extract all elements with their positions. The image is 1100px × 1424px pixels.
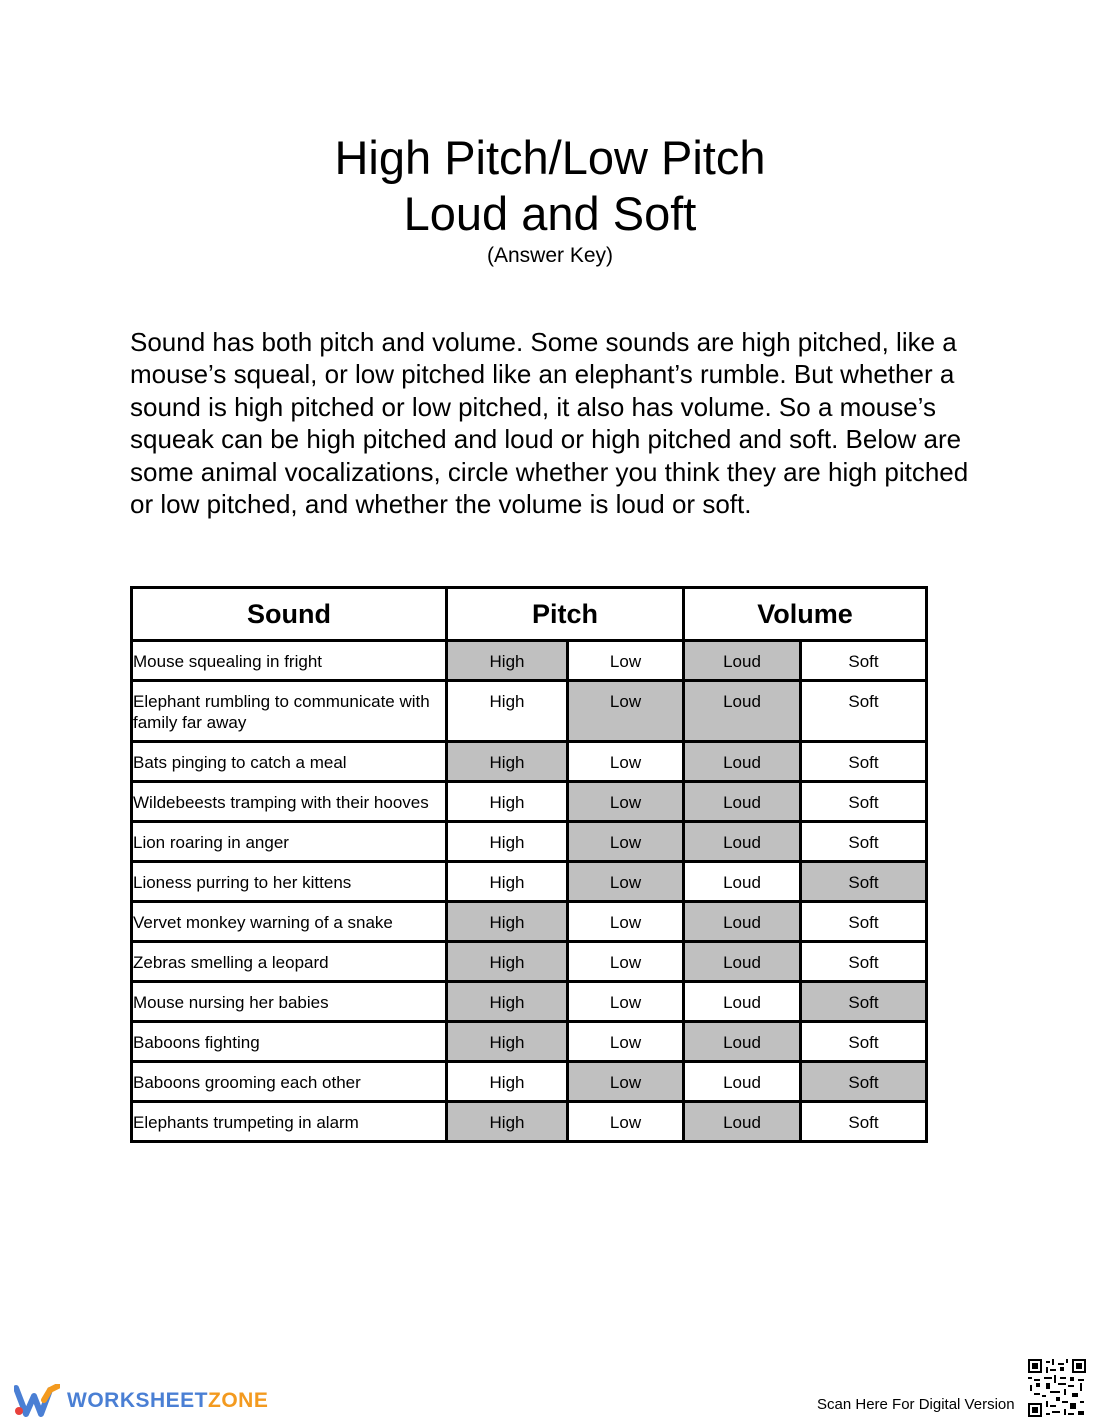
answer-table-body <box>132 641 927 1142</box>
option-low-cell[interactable]: Low <box>568 742 684 782</box>
table-row <box>132 982 927 1022</box>
option-low-cell[interactable]: Low <box>568 681 684 742</box>
option-high-cell[interactable]: High <box>447 942 568 982</box>
table-row <box>132 641 927 681</box>
sound-cell: Baboons grooming each other <box>132 1062 447 1102</box>
option-loud-cell[interactable]: Loud <box>684 862 801 902</box>
option-soft-cell[interactable]: Soft <box>801 641 927 681</box>
option-low-cell[interactable]: Low <box>568 822 684 862</box>
option-soft-cell[interactable]: Soft <box>801 782 927 822</box>
option-low-cell[interactable]: Low <box>568 1062 684 1102</box>
option-soft-cell[interactable]: Soft <box>801 942 927 982</box>
option-soft-cell[interactable]: Soft <box>801 982 927 1022</box>
option-high-cell[interactable]: High <box>447 1062 568 1102</box>
sound-cell: Mouse squealing in fright <box>132 641 447 681</box>
option-soft-cell[interactable]: Soft <box>801 822 927 862</box>
title-line-2: Loud and Soft <box>403 187 697 240</box>
option-high-cell[interactable]: High <box>447 982 568 1022</box>
sound-cell: Baboons fighting <box>132 1022 447 1062</box>
option-loud-cell[interactable]: Loud <box>684 782 801 822</box>
option-low-cell[interactable]: Low <box>568 902 684 942</box>
table-row <box>132 902 927 942</box>
table-row <box>132 822 927 862</box>
option-high-cell[interactable]: High <box>447 742 568 782</box>
option-low-cell[interactable]: Low <box>568 982 684 1022</box>
title-line-1: High Pitch/Low Pitch <box>334 131 766 184</box>
option-soft-cell[interactable]: Soft <box>801 862 927 902</box>
option-high-cell[interactable]: High <box>447 862 568 902</box>
option-loud-cell[interactable]: Loud <box>684 641 801 681</box>
option-soft-cell[interactable]: Soft <box>801 1102 927 1142</box>
option-high-cell[interactable]: High <box>447 822 568 862</box>
option-loud-cell[interactable]: Loud <box>684 822 801 862</box>
option-high-cell[interactable]: High <box>447 1102 568 1142</box>
scan-instruction: Scan Here For Digital Version <box>817 1396 1015 1413</box>
option-low-cell[interactable]: Low <box>568 942 684 982</box>
option-loud-cell[interactable]: Loud <box>684 982 801 1022</box>
brand-part-1: WORKSHEET <box>67 1389 208 1412</box>
option-soft-cell[interactable]: Soft <box>801 681 927 742</box>
answer-table <box>130 586 928 1143</box>
option-soft-cell[interactable]: Soft <box>801 1022 927 1062</box>
option-low-cell[interactable]: Low <box>568 641 684 681</box>
table-row <box>132 1102 927 1142</box>
worksheetzone-logo[interactable] <box>14 1383 268 1419</box>
option-loud-cell[interactable]: Loud <box>684 942 801 982</box>
option-loud-cell[interactable]: Loud <box>684 742 801 782</box>
option-high-cell[interactable]: High <box>447 902 568 942</box>
table-row <box>132 782 927 822</box>
intro-paragraph: Sound has both pitch and volume. Some sounds are high pitched, like a mouse’s squeal, or low pitched like an elephant’s rumble. But whether a sound is high pitched or low pitched, it also has volume. So a mouse’s squeak can be high pitched and loud or high pitched and soft. Below are some animal vocalizations, circle whether you think they are high pitched or low pitched, and whether the volume is loud or soft. <box>130 327 969 520</box>
table-row <box>132 1062 927 1102</box>
option-loud-cell[interactable]: Loud <box>684 1102 801 1142</box>
header-sound: Sound <box>132 588 447 641</box>
sound-cell: Lion roaring in anger <box>132 822 447 862</box>
table-row <box>132 862 927 902</box>
sound-cell: Vervet monkey warning of a snake <box>132 902 447 942</box>
option-high-cell[interactable]: High <box>447 1022 568 1062</box>
header-volume: Volume <box>684 588 927 641</box>
option-low-cell[interactable]: Low <box>568 782 684 822</box>
sound-cell: Lioness purring to her kittens <box>132 862 447 902</box>
worksheetzone-logo-icon <box>14 1384 60 1418</box>
option-low-cell[interactable]: Low <box>568 1102 684 1142</box>
option-loud-cell[interactable]: Loud <box>684 681 801 742</box>
table-header-row <box>132 588 927 641</box>
option-high-cell[interactable]: High <box>447 782 568 822</box>
qr-code-icon[interactable] <box>1028 1359 1086 1417</box>
page-subtitle: (Answer Key) <box>486 244 614 267</box>
option-high-cell[interactable]: High <box>447 681 568 742</box>
table-row <box>132 742 927 782</box>
sound-cell: Elephants trumpeting in alarm <box>132 1102 447 1142</box>
option-soft-cell[interactable]: Soft <box>801 742 927 782</box>
sound-cell: Bats pinging to catch a meal <box>132 742 447 782</box>
table-row <box>132 1022 927 1062</box>
option-low-cell[interactable]: Low <box>568 862 684 902</box>
table-row <box>132 942 927 982</box>
sound-cell: Zebras smelling a leopard <box>132 942 447 982</box>
option-soft-cell[interactable]: Soft <box>801 902 927 942</box>
sound-cell: Wildebeests tramping with their hooves <box>132 782 447 822</box>
option-high-cell[interactable]: High <box>447 641 568 681</box>
option-loud-cell[interactable]: Loud <box>684 1062 801 1102</box>
sound-cell: Mouse nursing her babies <box>132 982 447 1022</box>
brand-part-2: ZONE <box>208 1389 269 1412</box>
page-title <box>0 130 1100 242</box>
table-row <box>132 681 927 742</box>
sound-cell: Elephant rumbling to communicate with family far away <box>132 681 447 742</box>
option-low-cell[interactable]: Low <box>568 1022 684 1062</box>
header-pitch: Pitch <box>447 588 684 641</box>
option-soft-cell[interactable]: Soft <box>801 1062 927 1102</box>
option-loud-cell[interactable]: Loud <box>684 1022 801 1062</box>
option-loud-cell[interactable]: Loud <box>684 902 801 942</box>
brand-name <box>67 1389 268 1413</box>
